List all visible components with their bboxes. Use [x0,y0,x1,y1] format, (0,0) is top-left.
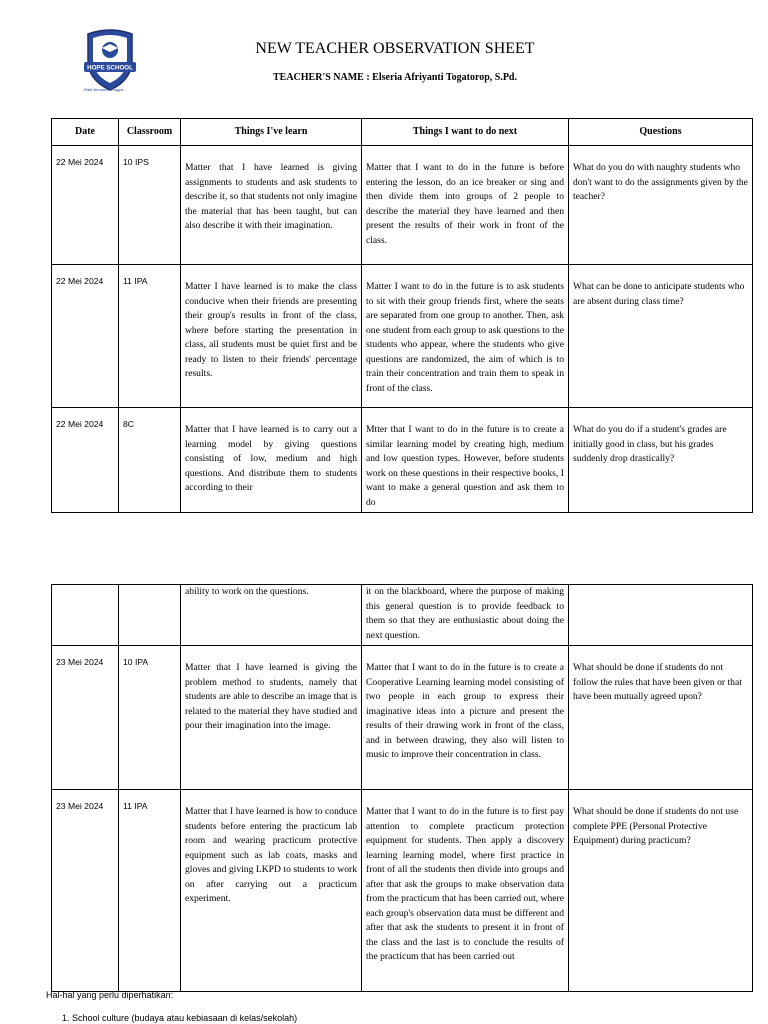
cell-learn: Matter that I have learned is giving assignments to students and ask students to describe it, so that students not only imagine the material that has been taught, but can also describe it with their imagination. [181,146,362,265]
header-learn: Things I've learn [181,119,362,146]
cell-date: 23 Mei 2024 [52,790,119,992]
header-row [52,119,753,146]
header-questions: Questions [569,119,753,146]
cell-question: What do you do if a student's grades are initially good in class, but his grades suddenly drop drastically? [569,408,753,513]
footer-item-1: 1. School culture (budaya atau kebiasaan di kelas/sekolah) [62,1013,298,1023]
cell-next: Matter that I want to do in the future is to create a Cooperative Learning learning model consisting of two people in each group to express their imaginative ideas into a picture and present the results of their drawing work in front of the class, and in between drawing, they also will listen to music to improve their concentration in class. [362,646,569,790]
observation-table [51,118,753,513]
cell-classroom: 11 IPA [119,265,181,408]
observation-table-continued [51,584,753,992]
table-row [52,646,753,790]
cell-learn: ability to work on the questions. [181,585,362,646]
cell-question: What should be done if students do not use complete PPE (Personal Protective Equipment) during practicum? [569,790,753,992]
logo-tagline: Raih Bersama Tinggal [84,87,124,92]
cell-classroom: 8C [119,408,181,513]
cell-date: 22 Mei 2024 [52,408,119,513]
cell-classroom: 11 IPA [119,790,181,992]
header-date: Date [52,119,119,146]
cell-learn: Matter I have learned is to make the class conducive when their friends are presenting their group's results in front of the class, where before starting the presentation in class, all students must be quiet first and be ready to listen to their friends' percentage results. [181,265,362,408]
cell-next: Matter that I want to do in the future is to first pay attention to complete practicum protection equipment for students. Then apply a discovery learning learning model, where first practice in front of all the students then divide into groups and after that ask the groups to make observation data from the practicum that has been carried out, where each group's observation data must be different and after that ask the students to present it in front of the class and the last is to conclude the results of the practicum that has been carried out [362,790,569,992]
cell-date: 22 Mei 2024 [52,265,119,408]
cell-next: it on the blackboard, where the purpose of making this general question is to provide feedback to them so that they are enthusiastic about doing the next question. [362,585,569,646]
cell-question: What do you do with naughty students who don't want to do the assignments given by the teacher? [569,146,753,265]
cell-question-empty [569,585,753,646]
page-title: NEW TEACHER OBSERVATION SHEET [255,40,535,57]
cell-learn: Matter that I have learned is to carry out a learning model by giving questions consisting of low, medium and high questions. And distribute them to students according to their [181,408,362,513]
teacher-name: TEACHER'S NAME : Elseria Afriyanti Togatorop, S.Pd. [272,72,517,83]
cell-question: What should be done if students do not follow the rules that have been given or that have been mutually agreed upon? [569,646,753,790]
cell-classroom: 10 IPS [119,146,181,265]
cell-date: 23 Mei 2024 [52,646,119,790]
table-row [52,265,753,408]
cell-date-empty [52,585,119,646]
cell-classroom: 10 IPA [119,646,181,790]
cell-classroom-empty [119,585,181,646]
school-logo [80,26,140,94]
cell-question: What can be done to anticipate students who are absent during class time? [569,265,753,408]
table-row [52,408,753,513]
cell-learn: Matter that I have learned is giving the problem method to students, namely that students are able to describe an image that is related to the material they have studied and pour their imagination into the image. [181,646,362,790]
cell-next: Mtter that I want to do in the future is to create a similar learning model by creating high, medium and low question types. However, before students work on these questions in their respective books, I want to make a general question and ask them to do [362,408,569,513]
cell-date: 22 Mei 2024 [52,146,119,265]
header-next: Things I want to do next [362,119,569,146]
table-row [52,790,753,992]
cell-next: Matter that I want to do in the future is before entering the lesson, do an ice breaker or sing and then divide them into groups of 2 people to describe the material they have learned and then present the results of their work in front of the class. [362,146,569,265]
table-row-continuation [52,585,753,646]
footer-note: Hal-hal yang perlu diperhatikan: [46,990,174,1000]
cell-learn: Matter that I have learned is how to conduce students before entering the practicum lab room and wearing practicum protective equipment such as lab coats, masks and gloves and giving LKPD to students to work on after carrying out a practicum experiment. [181,790,362,992]
cell-next: Matter I want to do in the future is to ask students to sit with their group friends first, where the seats are separated from one group to another. Then, ask one student from each group to ask questions to the students who appear, where the students who give questions are randomized, the aim of which is to train their concentration and train them to speak in front of the class. [362,265,569,408]
header-classroom: Classroom [119,119,181,146]
table-row [52,146,753,265]
logo-name: HOPE SCHOOL [87,64,133,72]
